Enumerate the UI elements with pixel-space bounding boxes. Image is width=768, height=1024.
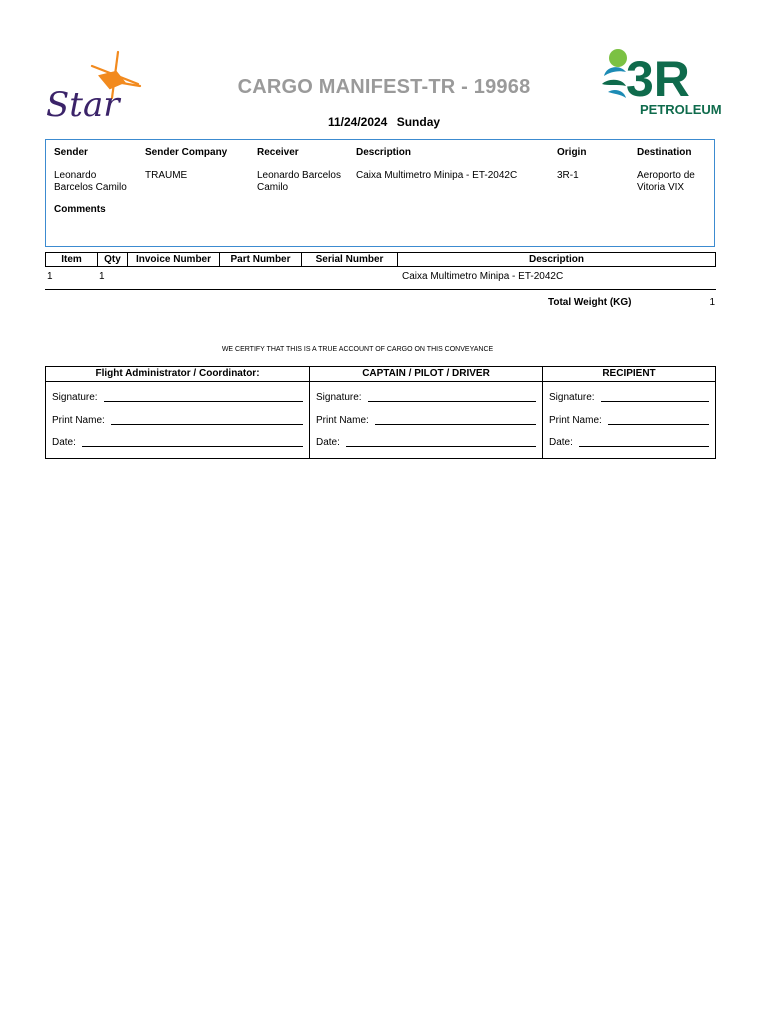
origin-header: Origin: [557, 147, 587, 158]
col-qty: Qty: [98, 253, 128, 266]
destination-header: Destination: [637, 147, 692, 158]
sig-col-captain: [310, 367, 543, 458]
receiver-header: Receiver: [257, 147, 299, 158]
col-serial-number: Serial Number: [302, 253, 398, 266]
petroleum-logo-text: PETROLEUM: [640, 102, 722, 117]
col-part-number: Part Number: [220, 253, 302, 266]
destination-value: Aeroporto de Vitoria VIX: [637, 170, 695, 193]
star-logo: [44, 48, 144, 124]
origin-value: 3R-1: [557, 170, 579, 181]
manifest-date-line: [200, 115, 568, 129]
signature-field[interactable]: Signature:: [316, 389, 536, 403]
comments-header: Comments: [54, 204, 106, 215]
sender-header: Sender: [54, 147, 88, 158]
table-divider: [45, 289, 716, 290]
print-name-field[interactable]: Print Name:: [549, 412, 709, 426]
sender-company-header: Sender Company: [145, 147, 228, 158]
sig-col-flight-admin: [46, 367, 310, 458]
sig-col-recipient: [543, 367, 715, 458]
col-invoice-number: Invoice Number: [128, 253, 220, 266]
sig-col-header: Flight Administrator / Coordinator:: [46, 367, 309, 382]
total-weight-value: 1: [709, 297, 715, 308]
col-description: Description: [528, 254, 584, 265]
sig-col-header: RECIPIENT: [543, 367, 715, 382]
total-weight-label: Total Weight (KG): [548, 297, 632, 308]
date-field[interactable]: Date:: [549, 434, 709, 448]
print-name-field[interactable]: Print Name:: [316, 412, 536, 426]
3r-petroleum-logo: [598, 44, 726, 120]
star-logo-text: Star: [46, 85, 120, 124]
row-qty: 1: [99, 271, 105, 282]
items-table-header: [45, 252, 716, 267]
sender-company-value: TRAUME: [145, 170, 188, 181]
certification-text: WE CERTIFY THAT THIS IS A TRUE ACCOUNT OF CARGO ON THIS CONVEYANCE: [221, 346, 494, 353]
receiver-value: Leonardo Barcelos Camilo: [257, 170, 341, 193]
signature-field[interactable]: Signature:: [549, 389, 709, 403]
description-header: Description: [356, 147, 412, 158]
signature-table: [45, 366, 716, 459]
row-description: Caixa Multimetro Minipa - ET-2042C: [402, 271, 564, 282]
date-field[interactable]: Date:: [316, 434, 536, 448]
signature-field[interactable]: Signature:: [52, 389, 303, 403]
manifest-day: Sunday: [396, 115, 441, 129]
row-item: 1: [47, 271, 53, 282]
manifest-date: 11/24/2024: [327, 115, 388, 129]
print-name-field[interactable]: Print Name:: [52, 412, 303, 426]
manifest-title: CARGO MANIFEST-TR - 19968: [237, 76, 531, 98]
col-item: Item: [46, 253, 98, 266]
sender-value: Leonardo Barcelos Camilo: [54, 170, 127, 193]
date-field[interactable]: Date:: [52, 434, 303, 448]
sig-col-header: CAPTAIN / PILOT / DRIVER: [310, 367, 542, 382]
3r-logo-text: 3R: [626, 51, 690, 107]
description-value: Caixa Multimetro Minipa - ET-2042C: [356, 170, 518, 181]
